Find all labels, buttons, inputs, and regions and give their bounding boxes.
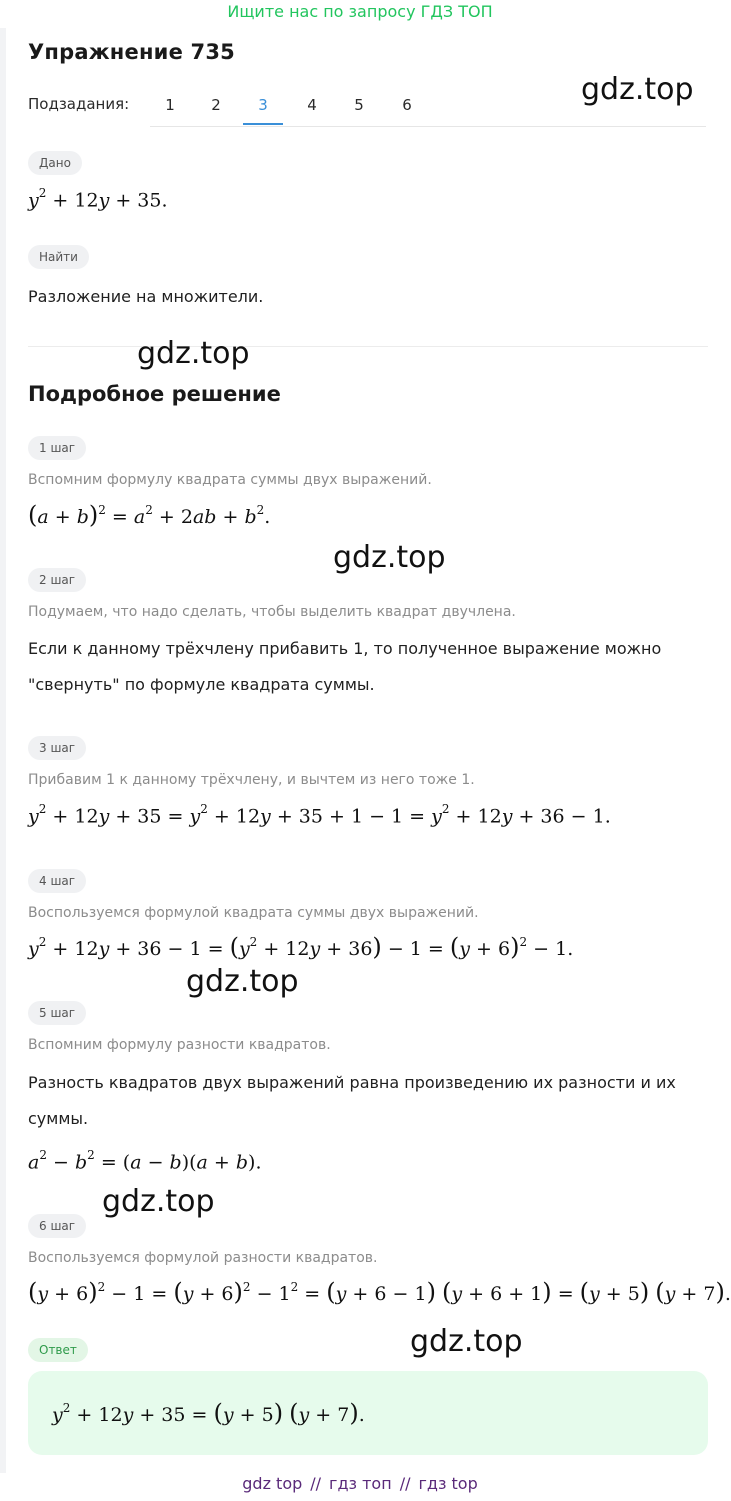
tab-subtask-6[interactable]: 6: [402, 96, 412, 114]
given-pill: Дано: [28, 151, 82, 175]
step-1-note: Вспомним формулу квадрата суммы двух выражений.: [28, 472, 432, 488]
subtasks-label: Подзадания:: [28, 95, 130, 113]
step-2-note: Подумаем, что надо сделать, чтобы выделить квадрат двучлена.: [28, 604, 516, 620]
step-4-note: Воспользуемся формулой квадрата суммы двух выражений.: [28, 905, 479, 921]
watermark: gdz.top: [137, 336, 250, 371]
watermark: gdz.top: [186, 964, 299, 999]
watermark: gdz.top: [333, 540, 446, 575]
step-1-pill: 1 шаг: [28, 436, 86, 460]
divider: [28, 346, 708, 347]
step-5-pill: 5 шаг: [28, 1001, 86, 1025]
footer-link-gdz-top-ru[interactable]: гдз топ: [329, 1474, 392, 1493]
step-3-pill: 3 шаг: [28, 736, 86, 760]
step-1-formula: $(a + b)^2 = a^2 + 2ab + b^2$.: [28, 501, 271, 529]
step-3-note: Прибавим 1 к данному трёхчлену, и вычтем из него тоже 1.: [28, 772, 475, 788]
tab-subtask-1[interactable]: 1: [165, 96, 175, 114]
tab-subtask-4[interactable]: 4: [307, 96, 317, 114]
watermark: gdz.top: [410, 1324, 523, 1359]
footer-link-gdz-top[interactable]: gdz top: [242, 1474, 303, 1493]
step-6-pill: 6 шаг: [28, 1214, 86, 1238]
find-text: Разложение на множители.: [28, 287, 264, 306]
footer-link-gdz-top-mixed[interactable]: гдз top: [418, 1474, 478, 1493]
footer-separator: //: [399, 1474, 411, 1493]
tab-subtask-3[interactable]: 3: [243, 90, 283, 125]
search-banner: Ищите нас по запросу ГДЗ ТОП: [227, 2, 493, 21]
solution-heading: Подробное решение: [28, 382, 281, 406]
tab-subtask-2[interactable]: 2: [211, 96, 221, 114]
answer-formula: $y^2 + 12y + 35 = (y + 5) (y + 7)$.: [52, 1399, 365, 1427]
tab-subtask-5[interactable]: 5: [354, 96, 364, 114]
footer-separator: //: [310, 1474, 322, 1493]
answer-box: [28, 1371, 708, 1455]
step-4-formula: $y^2 + 12y + 36 - 1 = (y^2 + 12y + 36) - 1 = (y + 6)^2 - 1$.: [28, 933, 574, 961]
answer-pill: Ответ: [28, 1338, 88, 1362]
step-3-formula: $y^2 + 12y + 35 = y^2 + 12y + 35 + 1 - 1 = y^2 + 12y + 36 - 1$.: [28, 802, 611, 828]
left-edge-bar: [0, 28, 6, 1473]
given-expression: $y^2 + 12y + 35$.: [28, 186, 168, 212]
step-5-text-line-2: суммы.: [28, 1109, 89, 1128]
step-6-note: Воспользуемся формулой разности квадратов.: [28, 1250, 378, 1266]
step-2-pill: 2 шаг: [28, 568, 86, 592]
step-5-formula: $a^2 - b^2 = (a - b)(a + b)$.: [28, 1148, 262, 1174]
watermark: gdz.top: [102, 1184, 215, 1219]
step-5-note: Вспомним формулу разности квадратов.: [28, 1037, 331, 1053]
find-pill: Найти: [28, 245, 89, 269]
step-2-text-line-2: "свернуть" по формуле квадрата суммы.: [28, 675, 375, 694]
step-2-text-line-1: Если к данному трёхчлену прибавить 1, то полученное выражение можно: [28, 639, 662, 658]
watermark: gdz.top: [581, 72, 694, 107]
page-title: Упражнение 735: [28, 40, 235, 64]
step-4-pill: 4 шаг: [28, 869, 86, 893]
step-6-formula: $(y + 6)^2 - 1 = (y + 6)^2 - 1^2 = (y + 6 - 1)$ (y + 6 + 1) = (y + 5) (y + 7).: [28, 1278, 731, 1306]
step-5-text-line-1: Разность квадратов двух выражений равна произведению их разности и их: [28, 1073, 676, 1092]
footer-links: [0, 1474, 720, 1493]
